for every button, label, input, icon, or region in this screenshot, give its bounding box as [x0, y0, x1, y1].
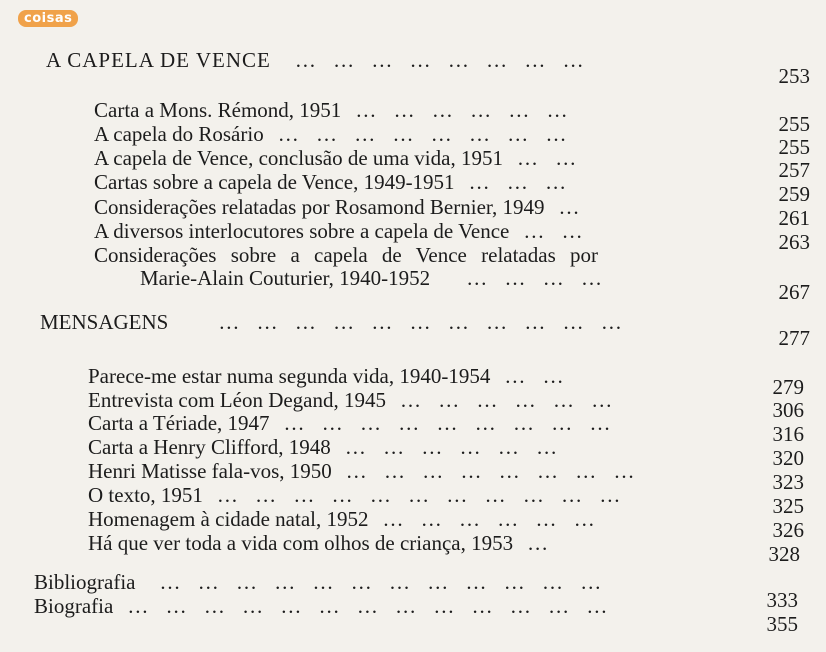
toc-section-title: A CAPELA DE VENCE … … … … … … … … [46, 48, 590, 72]
toc-entry: Henri Matisse fala-vos, 1950 … … … … … … … … [88, 459, 641, 483]
toc-entry: Marie-Alain Couturier, 1940-1952 … … … … [140, 266, 608, 290]
toc-entry: Parece-me estar numa segunda vida, 1940-1954 … … [88, 364, 570, 388]
toc-entry: Entrevista com Léon Degand, 1945 … … … … … … [88, 388, 619, 412]
toc-section-title: MENSAGENS … … … … … … … … … … … [40, 310, 628, 334]
toc-page-number: 255 [778, 112, 810, 136]
toc-page-number: 328 [768, 542, 800, 566]
toc-page-number: 263 [778, 230, 810, 254]
toc-entry: A diversos interlocutores sobre a capela de Vence … … [94, 219, 589, 243]
toc-entry: Carta a Henry Clifford, 1948 … … … … … … [88, 435, 564, 459]
toc-entry: Homenagem à cidade natal, 1952 … … … … … … [88, 507, 601, 531]
toc-entry: A capela do Rosário … … … … … … … … [94, 122, 573, 146]
toc-page-number: 355 [766, 612, 798, 636]
toc-entry: O texto, 1951 … … … … … … … … … … … [88, 483, 627, 507]
toc-entry: Considerações relatadas por Rosamond Bernier, 1949 … [94, 195, 586, 219]
watermark-logo: coisas [18, 10, 78, 27]
toc-entry: Carta a Mons. Rémond, 1951 … … … … … … [94, 98, 574, 122]
toc-entry: A capela de Vence, conclusão de uma vida, 1951 … … [94, 146, 583, 170]
toc-page-number: 306 [772, 398, 804, 422]
toc-page-number: 277 [778, 326, 810, 350]
toc-page-number: 261 [778, 206, 810, 230]
toc-page-number: 333 [766, 588, 798, 612]
toc-page-number: 325 [772, 494, 804, 518]
toc-entry: Cartas sobre a capela de Vence, 1949-1951 … … … [94, 170, 573, 194]
toc-page-number: 320 [772, 446, 804, 470]
toc-page-number: 316 [772, 422, 804, 446]
toc-entry: Há que ver toda a vida com olhos de criança, 1953 … [88, 531, 555, 555]
toc-page-number: 259 [778, 182, 810, 206]
toc-entry: Carta a Tériade, 1947 … … … … … … … … … [88, 411, 617, 435]
toc-page-number: 279 [772, 375, 804, 399]
toc-page-number: 253 [778, 64, 810, 88]
toc-section-title: Bibliografia … … … … … … … … … … … … [34, 570, 608, 594]
toc-page-number: 323 [772, 470, 804, 494]
toc-section-title: Biografia … … … … … … … … … … … … … [34, 594, 614, 618]
toc-page-number: 255 [778, 135, 810, 159]
toc-page-number: 267 [778, 280, 810, 304]
toc-page-number: 326 [772, 518, 804, 542]
toc-entry: Considerações sobre a capela de Vence relatadas por [94, 243, 598, 267]
toc-page-number: 257 [778, 158, 810, 182]
